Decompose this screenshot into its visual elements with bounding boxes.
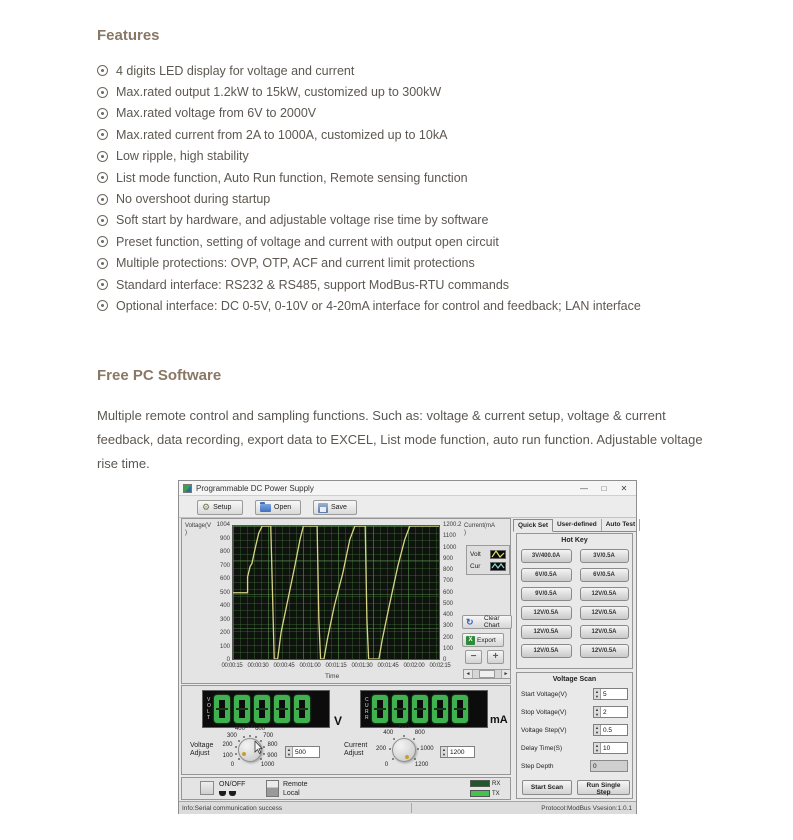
- y-axis-left-tick: 800: [219, 549, 230, 556]
- setup-label: Setup: [213, 504, 232, 511]
- bullet-icon: [97, 236, 108, 247]
- bullet-icon: [97, 215, 108, 226]
- hotkey-button[interactable]: 12V/0.5A: [521, 625, 572, 639]
- feature-item: [97, 146, 641, 167]
- x-axis-tick: 00:02:00: [403, 663, 425, 669]
- led-vertical-label: V O L T: [207, 696, 211, 721]
- knob-tick: [392, 758, 394, 760]
- spinner-arrows[interactable]: [286, 747, 293, 757]
- knob-scale-label: 200: [222, 742, 233, 749]
- y-axis-left-tick: 700: [219, 562, 230, 569]
- x-axis-tick: 00:01:15: [325, 663, 347, 669]
- seven-segment-digit: [412, 695, 428, 723]
- feature-item: [97, 188, 641, 209]
- knob-scale-label: 300: [226, 732, 237, 739]
- titlebar: [179, 481, 636, 496]
- open-button[interactable]: [255, 500, 301, 515]
- control-panel: [181, 777, 511, 800]
- tab-user-defined[interactable]: User-defined: [553, 519, 602, 531]
- onoff-indicator-lamps: [219, 791, 236, 796]
- y-axis-right-tick: 1200.2: [443, 522, 462, 528]
- y-axis-right-tick: 0: [443, 657, 447, 663]
- hotkey-group: [516, 533, 633, 669]
- knob-tick: [263, 746, 265, 748]
- bullet-icon: [97, 65, 108, 76]
- knob-tick: [260, 758, 262, 760]
- scroll-right-icon[interactable]: ►: [501, 670, 510, 678]
- scrollbar-thumb[interactable]: [479, 670, 495, 678]
- rx-label: RX: [492, 780, 501, 787]
- tx-lamp-icon: [470, 790, 490, 797]
- scan-field-label: Stop Voltage(V): [521, 708, 567, 716]
- cur-waveform-icon[interactable]: [490, 562, 506, 571]
- feature-text: List mode function, Auto Run function, Remote sensing function: [116, 170, 468, 185]
- knob-tick: [389, 748, 391, 750]
- voltage-trace: [233, 526, 439, 659]
- tab-bar: [513, 519, 636, 532]
- scan-field-row: [517, 703, 632, 721]
- export-label: Export: [477, 636, 496, 644]
- curr-unit: mA: [490, 714, 508, 726]
- feature-text: No overshoot during startup: [116, 192, 271, 207]
- y-axis-right-tick: 800: [443, 567, 454, 573]
- scan-field-label: Voltage Step(V): [521, 726, 567, 734]
- voltage-scan-group: [516, 672, 633, 799]
- y-axis-right-tick: 700: [443, 578, 454, 585]
- knob-scale-label: 800: [414, 730, 425, 737]
- bullet-icon: [97, 194, 108, 205]
- hotkey-button[interactable]: 6V/0.5A: [580, 568, 629, 582]
- y-axis-left-tick: 500: [219, 589, 230, 596]
- knob-tick: [414, 758, 416, 760]
- knob-scale-label: 600: [398, 724, 410, 730]
- x-axis-tick: 00:00:45: [273, 663, 295, 669]
- spin-down-icon[interactable]: ▼: [287, 752, 291, 757]
- x-axis-tick: 00:01:30: [351, 663, 373, 669]
- toolbar: [179, 496, 636, 518]
- seven-segment-digit: [254, 695, 270, 723]
- knob-tick: [393, 738, 395, 740]
- trace-legend: [466, 545, 510, 575]
- voltage-adjust-knob[interactable]: [215, 724, 285, 774]
- y-axis-left-tick: 600: [219, 576, 230, 583]
- spin-up-icon[interactable]: ▲: [595, 725, 599, 730]
- y-axis-left-tick: 300: [219, 616, 230, 623]
- knob-tick: [235, 753, 237, 755]
- seven-segment-digit: [274, 695, 290, 723]
- features-title: Features: [97, 27, 160, 44]
- run-single-step-button[interactable]: Run Single Step: [577, 780, 630, 795]
- spin-up-icon[interactable]: ▲: [595, 743, 599, 748]
- voltage-scan-title: Voltage Scan: [552, 676, 597, 683]
- tab-auto-test[interactable]: Auto Test: [602, 519, 641, 531]
- scan-field-row: [517, 721, 632, 739]
- feature-item: [97, 103, 641, 124]
- knob-tick: [403, 735, 405, 737]
- chart-scrollbar[interactable]: [463, 669, 511, 679]
- current-adjust-label: Current Adjust: [344, 742, 368, 757]
- y-axis-left-tick: 0: [226, 657, 230, 663]
- y-axis-left-tick: 1004: [216, 522, 230, 528]
- knob-scale-label: 600: [255, 726, 266, 733]
- x-axis-tick: 00:00:15: [221, 663, 243, 669]
- y-axis-left-title: Voltage(V ): [185, 523, 212, 536]
- knob-scale-label: 900: [267, 752, 278, 759]
- knob-tick: [417, 748, 419, 750]
- knob-scale-label: 0: [230, 761, 235, 768]
- knob-tick: [243, 736, 245, 738]
- voltage-adjust-label: Voltage Adjust: [190, 742, 214, 757]
- led-vertical-label: C U R R: [365, 696, 369, 721]
- knob-tick: [238, 740, 240, 742]
- scan-field-row: [517, 685, 632, 703]
- tx-indicator-row: [470, 790, 500, 797]
- feature-text: Preset function, setting of voltage and current with output open circuit: [116, 234, 499, 249]
- bullet-icon: [97, 108, 108, 119]
- remote-local-labels: [283, 780, 308, 798]
- curr-display: [360, 690, 488, 728]
- x-axis-tick: 00:01:45: [377, 663, 399, 669]
- on-off-label: ON/OFF: [219, 781, 246, 788]
- spin-down-icon[interactable]: ▼: [595, 748, 599, 753]
- minimize-icon[interactable]: —: [580, 483, 588, 493]
- y-axis-right-tick: 1000: [443, 544, 457, 551]
- clear-chart-label: Clear Chart: [483, 615, 500, 629]
- knob-tick: [263, 753, 265, 755]
- seven-segment-digit: [452, 695, 468, 723]
- knob-tick: [249, 735, 251, 737]
- save-button[interactable]: [313, 500, 357, 515]
- seven-segment-digit: [392, 695, 408, 723]
- spinner-value: 10: [603, 744, 611, 752]
- folder-icon: [260, 504, 271, 512]
- scan-field-spinner[interactable]: [593, 706, 628, 718]
- knob-tick: [255, 736, 257, 738]
- spinner-arrows[interactable]: [594, 725, 601, 735]
- knob-scale-label: 0: [384, 761, 389, 768]
- scan-field-label: Start Voltage(V): [521, 690, 567, 698]
- protocol-version: Protocol:ModBus Vsesion:1.0.1: [541, 805, 632, 812]
- zoom-out-button[interactable]: −: [465, 650, 482, 664]
- software-description: Multiple remote control and sampling functions. Such as: voltage & current setup, voltage & current feedback, data recording, export data to EXCEL, List mode function, auto run function. Adjustable voltage rise time.: [97, 408, 703, 471]
- knob-dial[interactable]: [392, 738, 416, 762]
- spin-down-icon[interactable]: ▼: [595, 730, 599, 735]
- app-icon: [183, 484, 192, 493]
- knob-scale-label: 500: [244, 724, 256, 730]
- y-axis-right-tick: 100: [443, 645, 454, 652]
- feature-item: [97, 231, 641, 252]
- refresh-icon: ↻: [466, 616, 474, 627]
- spinner-value: 5: [603, 690, 607, 698]
- y-axis-right-tick: 600: [443, 589, 454, 596]
- knob-scale-label: 400: [234, 726, 245, 733]
- scan-fields: [517, 685, 632, 757]
- y-axis-left-tick: 900: [219, 535, 230, 542]
- current-adjust-spinner[interactable]: [440, 746, 475, 758]
- local-label: Local: [283, 790, 300, 797]
- app-window: [178, 480, 637, 814]
- y-axis-right-tick: 500: [443, 600, 454, 607]
- rx-lamp-icon: [470, 780, 490, 787]
- cur-legend-label: Cur: [470, 562, 481, 570]
- feature-text: 4 digits LED display for voltage and current: [116, 63, 355, 78]
- feature-text: Soft start by hardware, and adjustable voltage rise time by software: [116, 213, 489, 228]
- y-axis-right-title: Current(mA ): [464, 523, 496, 536]
- y-axis-right-tick: 400: [443, 612, 454, 618]
- y-axis-right-tick: 300: [443, 623, 454, 630]
- bullet-icon: [97, 129, 108, 140]
- spin-up-icon[interactable]: ▲: [595, 707, 599, 712]
- feature-item: [97, 167, 641, 188]
- excel-icon: X: [466, 636, 475, 645]
- seven-segment-digit: [372, 695, 388, 723]
- y-axis-right-tick: 1100: [443, 533, 456, 540]
- spin-up-icon[interactable]: ▲: [287, 747, 291, 752]
- volt-waveform-icon[interactable]: [490, 550, 506, 559]
- feature-text: Max.rated current from 2A to 1000A, customized up to 10kA: [116, 127, 448, 142]
- hotkey-button[interactable]: 9V/0.5A: [521, 587, 572, 601]
- bullet-icon: [97, 300, 108, 311]
- chart-plot-area: [232, 525, 440, 660]
- open-label: Open: [274, 504, 292, 511]
- y-axis-left-tick: 400: [219, 603, 230, 610]
- status-message: Info:Serial communication success: [182, 805, 283, 812]
- readout-panel: [181, 685, 511, 775]
- spinner-value: 500: [295, 748, 306, 756]
- feature-item: [97, 124, 641, 145]
- scroll-left-icon[interactable]: ◄: [464, 670, 473, 678]
- bullet-icon: [97, 258, 108, 269]
- hotkey-button[interactable]: 6V/0.5A: [521, 568, 572, 582]
- knob-tick: [260, 740, 262, 742]
- x-axis-tick: 00:00:30: [247, 663, 269, 669]
- feature-item: [97, 274, 641, 295]
- save-icon: [318, 503, 328, 513]
- scan-field-label: Delay Time(S): [521, 744, 563, 752]
- status-bar: [179, 801, 636, 814]
- step-depth-row: [517, 757, 632, 775]
- window-title: Programmable DC Power Supply: [196, 483, 314, 493]
- volt-display: [202, 690, 330, 728]
- hotkey-button[interactable]: 12V/0.5A: [521, 644, 572, 658]
- software-title: Free PC Software: [97, 367, 222, 384]
- feature-text: Standard interface: RS232 & RS485, support ModBus-RTU commands: [116, 277, 510, 292]
- spin-down-icon[interactable]: ▼: [595, 694, 599, 699]
- maximize-icon[interactable]: □: [601, 483, 607, 493]
- spin-up-icon[interactable]: ▲: [595, 689, 599, 694]
- hotkey-button[interactable]: 12V/0.5A: [580, 587, 629, 601]
- hotkey-button[interactable]: 12V/0.5A: [580, 625, 629, 639]
- feature-item: [97, 210, 641, 231]
- knob-indicator-dot: [405, 755, 409, 759]
- hotkey-button[interactable]: 12V/0.5A: [521, 606, 572, 620]
- knob-scale-label: 800: [267, 742, 278, 749]
- close-icon[interactable]: ✕: [620, 483, 628, 493]
- spin-down-icon[interactable]: ▼: [442, 752, 446, 757]
- spinner-arrows[interactable]: [594, 707, 601, 717]
- spinner-arrows[interactable]: [594, 743, 601, 753]
- knob-scale-label: 1200: [414, 761, 429, 768]
- bullet-icon: [97, 151, 108, 162]
- lamp-icon: [219, 791, 226, 796]
- feature-text: Multiple protections: OVP, OTP, ACF and current limit protections: [116, 256, 475, 271]
- hotkey-button[interactable]: 12V/0.5A: [580, 644, 629, 658]
- seven-segment-digit: [294, 695, 310, 723]
- zoom-in-button[interactable]: +: [487, 650, 504, 664]
- bullet-icon: [97, 87, 108, 98]
- voltage-adjust-spinner[interactable]: [285, 746, 320, 758]
- bullet-icon: [97, 172, 108, 183]
- remote-local-switch[interactable]: [266, 780, 279, 797]
- spinner-value: 2: [603, 708, 607, 716]
- knob-scale-label: 200: [376, 745, 387, 752]
- start-scan-button[interactable]: Start Scan: [522, 780, 572, 795]
- feature-item: [97, 81, 641, 102]
- hotkey-grid: [517, 549, 632, 658]
- rx-indicator-row: [470, 780, 500, 787]
- knob-scale-label: 400: [383, 730, 394, 737]
- scan-field-spinner[interactable]: [593, 742, 628, 754]
- seven-segment-digit: [432, 695, 448, 723]
- feature-text: Max.rated voltage from 6V to 2000V: [116, 106, 317, 121]
- volt-unit: V: [334, 714, 343, 728]
- lamp-icon: [229, 791, 236, 796]
- x-axis-tick: 00:02:15: [429, 663, 451, 669]
- knob-dial[interactable]: [238, 738, 262, 762]
- spinner-value: 0.5: [603, 726, 613, 734]
- step-depth-label: Step Depth: [521, 762, 554, 770]
- seven-segment-digit: [234, 695, 250, 723]
- hotkey-button[interactable]: 12V/0.5A: [580, 606, 629, 620]
- tx-label: TX: [492, 790, 500, 797]
- spinner-value: 1200: [450, 748, 465, 756]
- bullet-icon: [97, 279, 108, 290]
- knob-tick: [413, 738, 415, 740]
- tab-quick-set[interactable]: Quick Set: [513, 519, 553, 532]
- knob-scale-label: 700: [263, 732, 274, 739]
- seven-segment-digit: [214, 695, 230, 723]
- feature-item: [97, 60, 641, 81]
- feature-item: [97, 253, 641, 274]
- y-axis-left-tick: 100: [219, 643, 230, 650]
- scan-field-spinner[interactable]: [593, 688, 628, 700]
- x-axis-tick: 00:01:00: [299, 663, 321, 669]
- on-off-button[interactable]: [200, 781, 214, 795]
- gear-icon: ⚙: [202, 502, 211, 512]
- y-axis-left-tick: 200: [219, 630, 230, 637]
- spin-down-icon[interactable]: ▼: [595, 712, 599, 717]
- save-label: Save: [331, 504, 347, 511]
- knob-scale-label: 100: [222, 752, 233, 759]
- scan-field-row: [517, 739, 632, 757]
- remote-label: Remote: [283, 781, 308, 788]
- led-digits: [372, 695, 468, 723]
- spinner-arrows[interactable]: [441, 747, 448, 757]
- step-depth-value: 0: [590, 760, 628, 772]
- volt-legend-label: Volt: [470, 550, 481, 558]
- y-axis-right-tick: 200: [443, 634, 454, 641]
- knob-tick: [235, 746, 237, 748]
- knob-tick: [238, 758, 240, 760]
- feature-item: [97, 295, 641, 316]
- knob-scale-label: 1000: [260, 761, 275, 768]
- feature-text: Max.rated output 1.2kW to 15kW, customized up to 300kW: [116, 85, 442, 100]
- feature-text: Low ripple, high stability: [116, 149, 249, 164]
- features-list: [97, 60, 641, 317]
- x-axis-title: Time: [325, 673, 340, 680]
- hotkey-button[interactable]: 3V/400.0A: [521, 549, 572, 563]
- spinner-arrows[interactable]: [594, 689, 601, 699]
- scrollbar-track[interactable]: [473, 670, 501, 678]
- hotkey-button[interactable]: 3V/0.5A: [580, 549, 629, 563]
- scan-field-spinner[interactable]: [593, 724, 628, 736]
- knob-scale-label: 1000: [420, 745, 434, 752]
- status-divider: [411, 803, 412, 813]
- setup-button[interactable]: [197, 500, 243, 515]
- led-digits: [214, 695, 310, 723]
- spin-up-icon[interactable]: ▲: [442, 747, 446, 752]
- current-adjust-knob[interactable]: [369, 724, 439, 774]
- feature-text: Optional interface: DC 0-5V, 0-10V or 4-20mA interface for control and feedback; LAN interface: [116, 298, 641, 313]
- chart-panel: [181, 518, 511, 684]
- y-axis-right-tick: 900: [443, 555, 454, 562]
- hotkey-title: Hot Key: [561, 537, 588, 544]
